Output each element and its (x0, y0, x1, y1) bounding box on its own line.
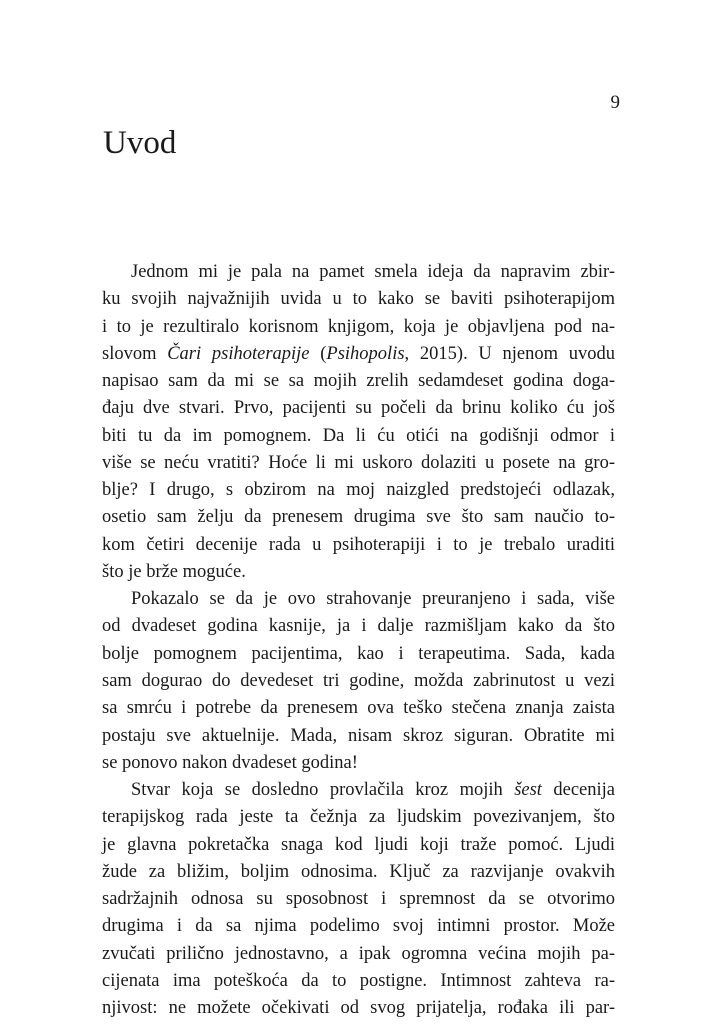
text-line (102, 477, 615, 504)
text-segment: i to je rezultiralo korisnom knjigom, koja je objavljena pod na- (102, 316, 615, 337)
text-line (102, 832, 615, 859)
text-line (102, 613, 615, 640)
body-text (102, 259, 615, 1022)
text-line (102, 423, 615, 450)
text-segment: žude za bližim, boljim odnosima. Ključ za razvijanje ovakvih (102, 861, 615, 882)
text-line (102, 804, 615, 831)
text-segment: blje? I drugo, s obzirom na moj naizgled predstojeći odlazak, (102, 480, 615, 501)
text-segment: sam dogurao do devedeset tri godine, možda zabrinutost u vezi (102, 670, 615, 691)
text-segment: biti tu da im pomognem. Da li ću otići na godišnji odmor i (102, 425, 615, 446)
text-segment: od dvadeset godina kasnije, ja i dalje razmišljam kako da što (102, 616, 615, 637)
text-line (102, 941, 615, 968)
text-line (102, 314, 615, 341)
text-segment: , 2015). U njenom uvodu (404, 343, 615, 364)
text-segment: sa smrću i potrebe da prenesem ova teško stečena znanja zaista (102, 698, 615, 719)
text-line (102, 641, 615, 668)
text-segment: što je brže moguće. (102, 561, 246, 582)
text-segment: sadržajnih odnosa su sposobnost i spremnost da se otvorimo (102, 889, 615, 910)
text-segment: ku svojih najvažnijih uvida u to kako se baviti psihoterapijom (102, 289, 615, 310)
text-segment: Jednom mi je pala na pamet smela ideja da napravim zbir- (131, 262, 615, 282)
chapter-title: Uvod (103, 125, 177, 161)
text-line (102, 668, 615, 695)
text-segment: zvučati prilično jednostavno, a ipak ogromna većina mojih pa- (102, 943, 615, 964)
text-segment: Pokazalo se da je ovo strahovanje preuranjeno i sada, više (131, 589, 615, 610)
text-line (102, 532, 615, 559)
page-number: 9 (610, 92, 620, 113)
text-line (102, 368, 615, 395)
text-line (102, 859, 615, 886)
text-line (102, 341, 615, 368)
text-segment: ( (309, 343, 327, 364)
text-line (102, 777, 615, 804)
text-segment: osetio sam želju da prenesem drugima sve što sam naučio to- (102, 507, 615, 528)
text-segment: postaju sve aktuelnije. Mada, nisam skroz siguran. Obratite mi (102, 725, 615, 746)
text-line (102, 504, 615, 531)
text-segment: slovom (102, 343, 168, 364)
text-segment: decenija (541, 780, 615, 801)
text-segment: đaju dve stvari. Prvo, pacijenti su počeli da brinu koliko ću još (102, 398, 615, 419)
text-segment: bolje pomognem pacijentima, kao i terapeutima. Sada, kada (102, 643, 615, 664)
text-line (102, 995, 615, 1022)
italic-text: šest (514, 780, 542, 801)
text-segment: kom četiri decenije rada u psihoterapiji i to je trebalo uraditi (102, 534, 615, 555)
text-line (102, 586, 615, 613)
text-segment: njivost: ne možete očekivati od svog prijatelja, rođaka ili par- (102, 998, 615, 1019)
text-segment: je glavna pokretačka snaga kod ljudi koji traže pomoć. Ljudi (102, 834, 615, 855)
italic-text: Psihopolis (326, 343, 405, 364)
text-line (102, 886, 615, 913)
text-line (102, 695, 615, 722)
text-line (102, 450, 615, 477)
text-line (102, 286, 615, 313)
text-line (102, 259, 615, 286)
text-line (102, 968, 615, 995)
italic-text: Čari psihoterapije (167, 343, 310, 364)
text-segment: cijenata ima poteškoća da to postigne. Intimnost zahteva ra- (102, 970, 615, 991)
text-line (102, 913, 615, 940)
text-segment: napisao sam da mi se sa mojih zrelih sedamdeset godina doga- (102, 371, 615, 392)
text-segment: Stvar koja se dosledno provlačila kroz mojih (131, 780, 515, 801)
text-line (102, 559, 615, 586)
text-segment: terapijskog rada jeste ta čežnja za ljudskim povezivanjem, što (102, 807, 615, 828)
text-segment: drugima i da sa njima podelimo svoj intimni prostor. Može (102, 916, 615, 937)
text-line (102, 723, 615, 750)
text-line (102, 750, 615, 777)
text-segment: se ponovo nakon dvadeset godina! (102, 752, 358, 773)
text-segment: više se neću vratiti? Hoće li mi uskoro dolaziti u posete na gro- (102, 452, 615, 473)
text-line (102, 395, 615, 422)
